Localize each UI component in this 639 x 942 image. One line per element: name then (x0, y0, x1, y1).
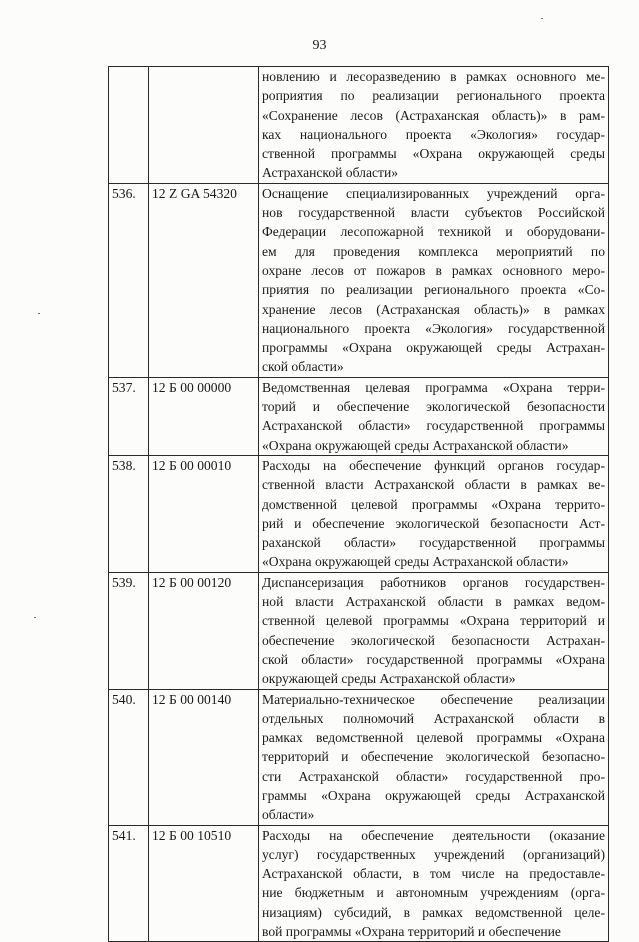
description-line: нов государственной власти субъектов Российской (262, 205, 605, 221)
classification-code: 12 Б 00 00000 (149, 377, 259, 455)
table-row (109, 183, 609, 377)
classification-code: 12 Z GA 54320 (149, 183, 259, 377)
description-line: территорий и обеспечение экологической безопасно- (262, 749, 605, 765)
table-row (109, 689, 609, 825)
scan-speck (34, 617, 36, 618)
description-line: хранение лесов (Астраханская область)» в рамках (262, 301, 605, 317)
description-line: Астраханской области» (262, 165, 399, 181)
scan-speck (541, 18, 543, 19)
item-description (259, 183, 609, 377)
description-line: ние бюджетным и автономным учреждениям (орга- (262, 885, 605, 901)
row-number (109, 67, 149, 184)
description-line: домственной целевой программы «Охрана террито- (262, 496, 605, 512)
description-line: раханской области» государственной программы (262, 535, 605, 551)
description-line: отдельных полномочий Астраханской области в (262, 710, 605, 726)
description-line: области» (262, 807, 315, 823)
description-line: окружающей среды Астраханской области» (262, 671, 516, 687)
description-line: ной власти Астраханской области в рамках ведом- (262, 594, 605, 610)
description-line: рамках ведомственной целевой программы «Охрана (262, 730, 605, 746)
description-line: Федерации лесопожарной техникой и оборудовани- (262, 224, 605, 240)
description-line: национального проекта «Экология» государственной (262, 320, 605, 336)
description-line: услуг) государственных учреждений (организаций) (262, 846, 605, 862)
classification-code (149, 67, 259, 184)
description-line: Астраханской области» государственной программы (262, 418, 605, 434)
row-number: 540. (109, 689, 149, 825)
item-description (259, 455, 609, 572)
classification-code: 12 Б 00 00010 (149, 455, 259, 572)
scan-speck (38, 313, 40, 314)
table-row (109, 572, 609, 689)
item-description (259, 572, 609, 689)
description-line: охране лесов от пожаров в рамках основного меро- (262, 262, 605, 278)
item-description (259, 689, 609, 825)
item-description (259, 67, 609, 184)
description-line: сти Астраханской области» государственной про- (262, 768, 605, 784)
description-line: торий и обеспечение экологической безопасности (262, 399, 605, 415)
description-line: граммы «Охрана окружающей среды Астраханской (262, 787, 605, 803)
description-line: рий и обеспечение экологической безопасности Аст- (262, 515, 605, 531)
classification-code: 12 Б 00 10510 (149, 825, 259, 942)
description-line: ственной власти Астраханской области в рамках ве- (262, 477, 605, 493)
description-line: Расходы на обеспечение функций органов государ- (262, 457, 605, 473)
description-line: программы «Охрана окружающей среды Астрахан- (262, 340, 605, 356)
description-line: Материально-техническое обеспечение реализации (262, 691, 605, 707)
description-line: «Охрана окружающей среды Астраханской области» (262, 437, 569, 453)
item-description (259, 377, 609, 455)
description-line: низациям) субсидий, в рамках ведомственной целе- (262, 904, 605, 920)
description-line: ем для проведения комплекса мероприятий по (262, 243, 605, 259)
row-number: 541. (109, 825, 149, 942)
description-line: Диспансеризация работников органов государствен- (262, 574, 605, 590)
description-line: роприятия по реализации регионального проекта (262, 88, 605, 104)
table-row (109, 455, 609, 572)
description-line: приятия по реализации регионального проекта «Со- (262, 282, 605, 298)
description-line: ственной программы «Охрана окружающей среды (262, 146, 605, 162)
description-line: Расходы на обеспечение деятельности (оказание (262, 827, 605, 843)
description-line: Оснащение специализированных учреждений орга- (262, 185, 605, 201)
description-line: ской области» государственной программы «Охрана (262, 651, 605, 667)
description-line: обеспечение экологической безопасности Астрахан- (262, 632, 605, 648)
description-line: ках национального проекта «Экология» государ- (262, 126, 605, 142)
item-description (259, 825, 609, 942)
description-line: новлению и лесоразведению в рамках основного ме- (262, 69, 605, 84)
table-row (109, 377, 609, 455)
description-line: ской области» (262, 359, 344, 375)
description-line: ственной целевой программы «Охрана территорий и (262, 613, 605, 629)
classification-code: 12 Б 00 00140 (149, 689, 259, 825)
description-line: Астраханской области, в том числе на предоставле- (262, 866, 605, 882)
classification-code: 12 Б 00 00120 (149, 572, 259, 689)
description-line: «Охрана окружающей среды Астраханской области» (262, 554, 569, 570)
description-line: «Сохранение лесов (Астраханская область)» в рам- (262, 107, 605, 123)
table-row (109, 67, 609, 184)
budget-classification-table (108, 66, 609, 942)
row-number: 536. (109, 183, 149, 377)
description-line: вой программы «Охрана территорий и обеспечение (262, 924, 561, 940)
page-number: 93 (312, 38, 327, 53)
row-number: 537. (109, 377, 149, 455)
table-row (109, 825, 609, 942)
row-number: 539. (109, 572, 149, 689)
description-line: Ведомственная целевая программа «Охрана терри- (262, 379, 605, 395)
row-number: 538. (109, 455, 149, 572)
